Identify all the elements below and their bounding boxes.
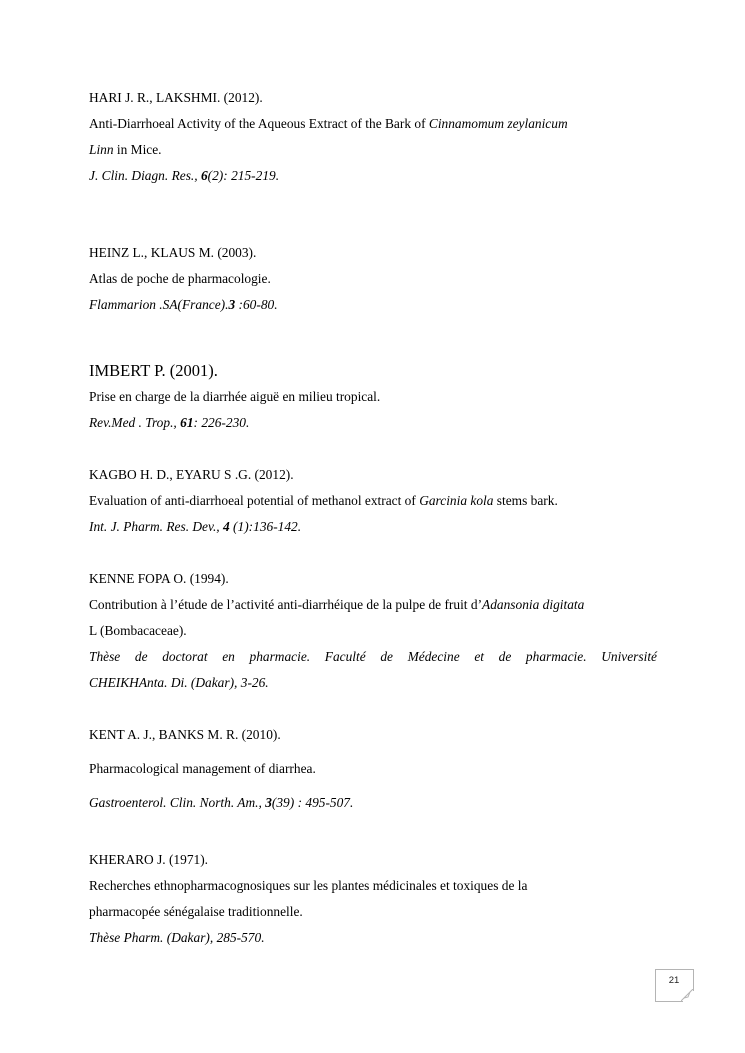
reference-kenne xyxy=(89,566,659,696)
page-curl-icon xyxy=(681,989,693,1001)
reference-journal: Thèse de doctorat en pharmacie. Faculté de Médecine et de pharmacie. Université xyxy=(89,649,657,664)
reference-journal: Int. J. Pharm. Res. Dev., 4 (1):136-142. xyxy=(89,519,302,534)
reference-title: Pharmacological management of diarrhea. xyxy=(89,761,316,776)
reference-journal: Gastroenterol. Clin. North. Am., 3(39) : 495-507. xyxy=(89,795,354,810)
reference-author: KHERARO J. (1971). xyxy=(89,852,209,867)
reference-author: KENT A. J., BANKS M. R. (2010). xyxy=(89,727,281,742)
reference-title-cont: Linn in Mice. xyxy=(89,142,162,157)
species-name: Garcinia kola xyxy=(419,493,494,508)
journal-volume: 4 xyxy=(223,519,230,534)
reference-title: Recherches ethnopharmacognosiques sur les plantes médicinales et toxiques de la xyxy=(89,878,528,893)
species-name: Cinnamomum zeylanicum xyxy=(428,116,568,131)
reference-title: Evaluation of anti-diarrhoeal potential of methanol extract of Garcinia kola stems bark. xyxy=(89,493,558,508)
reference-kagbo xyxy=(89,462,659,540)
reference-title-cont: pharmacopée sénégalaise traditionnelle. xyxy=(89,904,303,919)
reference-journal: Rev.Med . Trop., 61: 226-230. xyxy=(89,415,250,430)
reference-author: KAGBO H. D., EYARU S .G. (2012). xyxy=(89,467,294,482)
reference-title: Atlas de poche de pharmacologie. xyxy=(89,271,271,286)
reference-author: HEINZ L., KLAUS M. (2003). xyxy=(89,245,257,260)
reference-hari xyxy=(89,85,659,189)
reference-kent xyxy=(89,718,659,820)
reference-journal: Thèse Pharm. (Dakar), 285-570. xyxy=(89,930,265,945)
reference-title: Contribution à l’étude de l’activité anti-diarrhéique de la pulpe de fruit d’Adansonia digitata xyxy=(89,597,585,612)
page-number: 21 xyxy=(668,975,680,986)
journal-volume: 3 xyxy=(265,795,272,810)
reference-title-cont: L (Bombacaceae). xyxy=(89,623,187,638)
reference-author: KENNE FOPA O. (1994). xyxy=(89,571,229,586)
species-name: Adansonia digitata xyxy=(482,597,585,612)
reference-imbert xyxy=(89,358,659,436)
journal-volume: 61 xyxy=(180,415,194,430)
journal-volume: 6 xyxy=(200,168,208,183)
journal-volume: 3 xyxy=(228,297,236,312)
reference-journal: Flammarion .SA(France).3 :60-80. xyxy=(89,297,278,312)
reference-heinz xyxy=(89,240,659,318)
reference-journal-cont: CHEIKHAnta. Di. (Dakar), 3-26. xyxy=(89,675,269,690)
reference-author: IMBERT P. (2001). xyxy=(89,361,218,380)
reference-author: HARI J. R., LAKSHMI. (2012). xyxy=(89,90,263,105)
reference-journal: J. Clin. Diagn. Res., 6(2): 215-219. xyxy=(89,168,280,183)
reference-kheraro xyxy=(89,847,659,951)
reference-title: Prise en charge de la diarrhée aiguë en milieu tropical. xyxy=(89,389,381,404)
reference-title: Anti-Diarrhoeal Activity of the Aqueous Extract of the Bark of Cinnamomum zeylanicum xyxy=(89,116,568,131)
